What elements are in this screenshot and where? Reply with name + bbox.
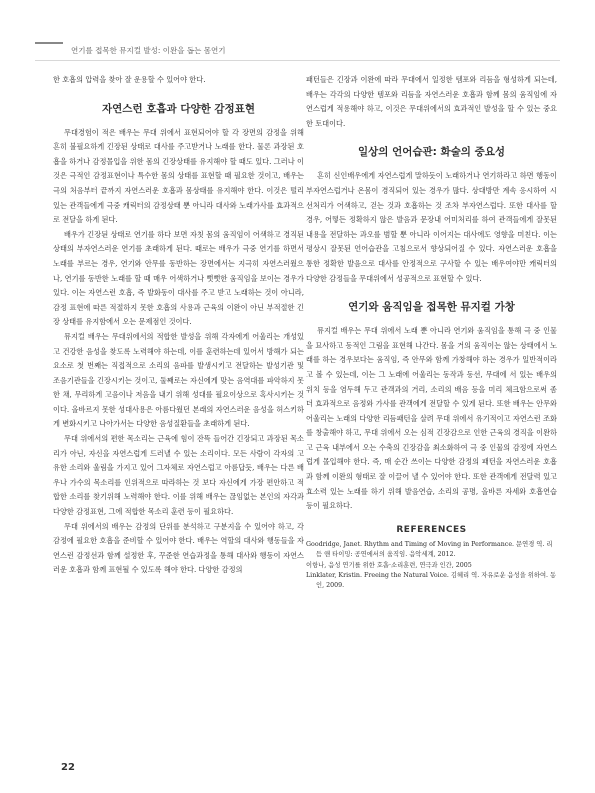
- header-title: 연기를 접목한 뮤지컬 발성: 이완을 돕는 몸연기: [71, 46, 226, 55]
- body-paragraph: 무대 위에서의 배우는 감정의 단위를 분석하고 구분지을 수 있어야 하고, 각 감정에 필요한 호흡을 준비할 수 있어야 한다. 배우는 역할의 대사와 행동들을 자연스런 감정선과 함께 설정한 후, 꾸준한 연습과정을 통해 대사와 행동이 자연스러운 호흡과 함께 표현될 수 있도록 해야 한다. 다양한 감정의: [53, 521, 304, 575]
- references-heading: REFERENCES: [396, 524, 467, 535]
- reference-text: 이항나, 음성 연기를 위한 호흡·소리훈련, 연극과 인간, 2005: [306, 561, 472, 569]
- body-paragraph: 뮤지컬 배우는 무대위에서의 적합한 발성을 위해 각자에게 어울리는 개성있고 건강한 음성을 찾도록 노력해야 하는데, 이를 훈련하는데 있어서 방해가 되는 요소로 첫 번째는 직접적으로 소리의 음파를 발생시키고 전달하는 발성기관 및 조음기관들을 긴장시키는 것이고, 둘째로는 자신에게 맞는 음역대를 파악하지 못한 채, 무리하게 고음이나 저음을 내기 위해 성대를 필요이상으로 혹사시키는 것이다. 올바르지 못한 성대사용은 아름다웠던 본래의 자연스러운 음성을 허스키하게 변화시키고 나아가서는 다양한 음성질환들을 초래하게 된다.: [53, 331, 304, 429]
- body-paragraph: 흔히 신인배우에게 자연스럽게 말하듯이 노래하거나 연기하라고 하면 행동이 부자연스럽거나 온몸이 경직되어 있는 경우가 많다. 상대방만 계속 응시하여 시선처리가 어색하고, 걷는 것과 호흡하는 것 조차 부자연스럽다. 또한 대사를 할 경우, 어떻든 정확하지 않은 발음과 문장내 어미처리를 하여 관객들에게 잘못된 내용을 전달하는 과오를 범할 뿐 아니라 이어지는 대사에도 영향을 미친다. 이는 평상시 잘못된 언어습관을 고침으로서 향상되어질 수 있다. 자연스러운 호흡을 통한 정확한 발음으로 대사를 안정적으로 구사할 수 있는 배우여야만 캐릭터의 다양한 감정들을 무대위에서 성공적으로 표현할 수 있다.: [306, 171, 557, 283]
- section-heading-natural-breathing: 자연스런 호흡과 다양한 감정표현: [102, 102, 255, 115]
- section-heading-musical-singing: 연기와 움직임을 접목한 뮤지컬 가창: [348, 301, 515, 314]
- reference-item: [306, 571, 557, 592]
- reference-text: Goodridge, Janet. Rhythm and Timing of Moving in Performance. 문연경 역. 리듬 앤 타이밍: 공연에서의 움직임. 음악세계, 2012.: [306, 540, 553, 559]
- section-heading-speech-habits: 일상의 언어습관: 화술의 중요성: [357, 146, 506, 159]
- continuation-paragraph: 패턴들은 긴장과 이완에 따라 무대에서 일정한 템포와 리듬을 형성하게 되는데, 배우는 각각의 다양한 템포와 리듬을 자연스러운 호흡과 함께 몸의 움직임에 자연스럽게 적용해야 하고, 이것은 무대위에서의 효과적인 발성을 할 수 있는 중요한 토대이다.: [306, 75, 557, 128]
- reference-item: [306, 561, 557, 571]
- intro-paragraph: 한 호흡의 압력을 찾아 잘 운용할 수 있어야 한다.: [53, 75, 206, 84]
- left-column: [53, 73, 304, 578]
- body-paragraph: 무대경험이 적은 배우는 무대 위에서 표현되어야 할 각 장면의 감정을 위해 흔히 불필요하게 긴장된 상태로 대사를 주고받거나 노래를 한다. 물론 과장된 호흡을 하거나 감정몰입을 위한 몸의 긴장상태를 유지해야 할 때도 있다. 그러나 이것은 극적인 감정표현이나 특수한 몸의 상태를 표현할 때 필요한 것이고, 배우는 극의 처음부터 끝까지 자연스러운 호흡과 몸상태를 유지해야 한다. 이것은 떨리있는 관객들에게 극중 캐릭터의 감정상태 뿐 아니라 대사와 노래가사를 효과적으로 전달을 하게 된다.: [53, 127, 304, 225]
- header-accent-rule: [35, 42, 63, 44]
- reference-item: [306, 540, 557, 561]
- body-paragraph: 배우가 긴장된 상태로 연기를 하다 보면 자칫 몸의 움직임이 어색하고 경직된 상태의 부자연스러운 연기를 초래하게 된다. 때로는 배우가 극중 연기를 하면서 노래를 부르는 경우, 연기와 안무를 동반하는 장면에서는 지극히 자연스러웠으나, 연기를 동반한 노래를 할 때 매우 어색하거나 뻣뻣한 움직임을 보이는 경우가 있다. 이는 자연스런 호흡, 즉 발화동이 대사를 주고 받고 노래하는 것이 아니라, 감정 표현에 따른 적절하지 못한 호흡의 사용과 근육의 이완이 아닌 부적절한 긴장 상태를 유지함에서 오는 문제점인 것이다.: [53, 229, 304, 327]
- running-header: [35, 42, 560, 61]
- right-column: [306, 73, 557, 592]
- body-paragraph: 무대 위에서의 편한 목소리는 근육에 힘이 잔뜩 들어간 긴장되고 과장된 목소리가 아닌, 자신을 자연스럽게 드러낼 수 있는 소리이다. 모든 사람이 각자의 고유한 소리와 울림을 가지고 있어 그자체로 자연스럽고 아름답듯, 배우는 다른 배우나 가수의 목소리를 인위적으로 따라하는 것 보다 자신에게 가장 편안하고 적합한 소리를 찾기위해 노력해야 한다. 이를 위해 배우는 끊임없는 본인의 자각과 다양한 감정표현, 그에 적합한 목소리 훈련 등이 필요하다.: [53, 434, 304, 517]
- body-paragraph: 뮤지컬 배우는 무대 위에서 노래 뿐 아니라 연기와 움직임을 통해 극 중 인물을 묘사하고 동적인 그림을 표현해 나간다. 몸을 거의 움직이는 않는 상태에서 노래를 하는 경우보다는 움직임, 즉 안무와 함께 가창해야 하는 경우가 일반적이라고 볼 수 있는데, 이는 그 노래에 어울리는 동작과 동선, 무대에 서 있는 배우의 위치 등을 염두해 두고 관객과의 거리, 소리의 배음 등을 미리 체크함으로써 좀 더 효과적으로 음정와 가사를 관객에게 전달할 수 있게 된다. 또한 배우는 안무와 어울리는 노래의 다양한 리듬패턴을 살려 무대 위에서 유기적이고 자연스런 조화를 창출해야 하고, 무대 위에서 오는 심적 긴장감으로 인한 근육의 경직을 이완하고 근육 내부에서 오는 수축의 긴장감을 최소화하여 극 중 인물의 감정에 자연스럽게 몰입해야 한다. 즉, 매 순간 쓰이는 다양한 감정의 패턴을 자연스러운 호흡과 함께 이완의 형태로 잘 이끌어 낼 수 있어야 한다. 또한 관객에게 전달력 있고 효소력 있는 노래를 하기 위해 발음연습, 소리의 공명, 올바른 자세와 호흡연습 등이 필요하다.: [306, 326, 557, 511]
- reference-text: Linklater, Kristin. Freeing the Natural Voice. 김혜리 역. 자유로운 음성을 위하여. 동인, 2009.: [306, 572, 557, 590]
- page-number: 22: [61, 762, 75, 773]
